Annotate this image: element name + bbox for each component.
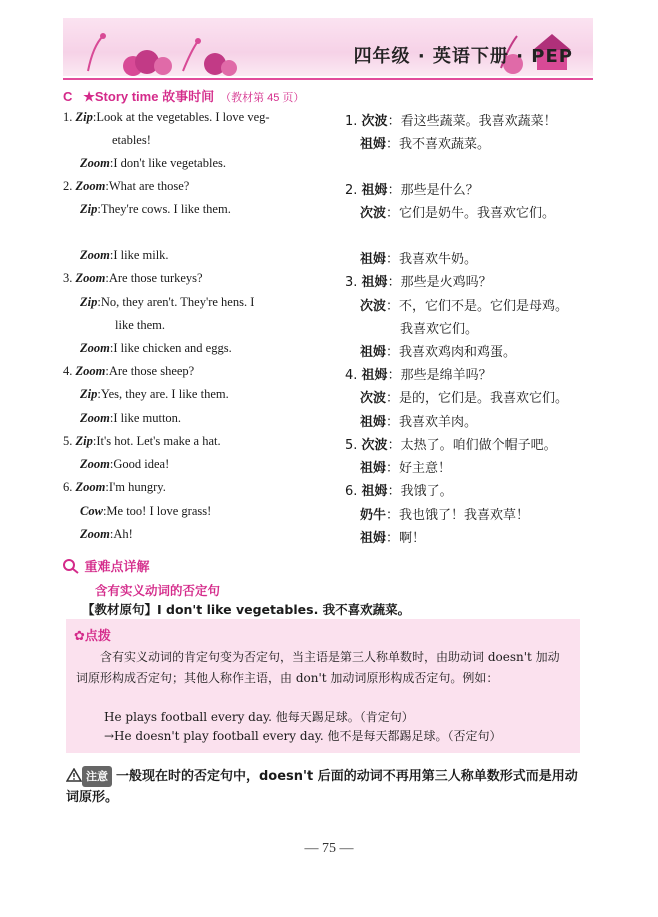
dialog-en-line [80,411,181,426]
line-number: 2. [63,179,76,193]
line-number: 5. [345,438,362,453]
magnifier-icon [62,558,80,574]
dialog-cn-line [360,341,516,360]
speaker: Zip [75,110,93,124]
line-text: 我喜欢它们。 [400,322,479,337]
line-number: 5. [63,434,76,448]
line-number: 3. [63,271,76,285]
line-text: ：啊！ [386,531,426,546]
speaker: 奶牛 [360,508,387,523]
line-number: 1. [63,110,76,124]
line-text: Me too! I love grass! [106,504,212,518]
dialog-cn-line [360,248,477,267]
dialog-en-line [80,387,229,402]
dialog-cn-line [345,110,557,129]
line-text: Ah! [113,527,133,541]
dialog-en-line [63,480,166,495]
line-text: They're cows. I like them. [100,202,231,216]
tip-example-1: He plays football every day. 他每天踢足球。（肯定句） [104,710,414,724]
line-text: I don't like vegetables. [113,156,226,170]
line-text: ：那些是火鸡吗？ [387,275,492,290]
speaker: Zoom [80,248,110,262]
dialog-en-line [80,527,133,542]
section-letter: C [63,89,73,104]
line-text: I'm hungry. [108,480,166,494]
dialog-cn-line [400,318,478,337]
line-text: ：我喜欢鸡肉和鸡蛋。 [386,345,517,360]
dialog-en-line [63,271,203,286]
speaker: 次波 [360,299,387,314]
line-text: ：那些是什么？ [387,183,479,198]
dialog-en-line [80,156,226,171]
warning-icon [66,768,82,782]
line-text: I like mutton. [113,411,182,425]
note-badge: 注意 [82,766,112,787]
line-text: Are those turkeys? [108,271,203,285]
speaker: Zoom [75,480,106,494]
speaker: Zip [75,434,93,448]
colon: : [92,110,97,124]
colon: : [109,248,114,262]
line-text: ：我饿了。 [387,484,453,499]
section-ref: （教材第 45 页） [220,92,305,104]
line-text: ：看这些蔬菜。我喜欢蔬菜！ [387,114,557,129]
header-title: 四年级 · 英语下册 · PEP [353,46,573,67]
note-text: 一般现在时的否定句中，doesn't 后面的动词不再用第三人称单数形式而是用动词原形。 [66,769,578,805]
dialog-cn-line [360,527,425,546]
line-text: Good idea! [113,457,170,471]
tip-example-2: →He doesn't play football every day. 他不是每天都踢足球。（否定句） [104,729,502,743]
speaker: 次波 [360,391,387,406]
dialog-en-line [63,434,221,449]
speaker: Cow [80,504,103,518]
dialog-cn-line [360,411,477,430]
speaker: 祖姆 [360,345,387,360]
dialog-en-line [80,504,211,519]
line-text: like them. [115,318,165,332]
speaker: 次波 [361,438,388,453]
speaker: 次波 [361,114,388,129]
line-text: ：太热了。咱们做个帽子吧。 [387,438,557,453]
line-text: ：是的，它们是。我喜欢它们。 [386,391,569,406]
dialog-en-line [112,133,151,148]
dialog-cn-line [345,271,492,290]
dialog-en-line [63,179,189,194]
focus-original-sentence: 【教材原句】I don't like vegetables. 我不喜欢蔬菜。 [82,602,411,617]
line-text: What are those? [108,179,190,193]
speaker: 祖姆 [360,137,387,152]
colon: : [109,156,114,170]
tip-heading [74,625,111,644]
dialog-cn-line [345,364,492,383]
speaker: Zip [80,295,98,309]
colon: : [105,179,109,193]
line-number: 3. [345,275,362,290]
line-text: ：那些是绵羊吗？ [387,368,492,383]
line-text: ：我不喜欢蔬菜。 [386,137,491,152]
dialog-en-line [80,202,231,217]
focus-heading-text: 重难点详解 [84,560,150,575]
speaker: Zoom [80,411,110,425]
dialog-cn-line [360,133,490,152]
line-text: Yes, they are. I like them. [100,387,229,401]
tip-paragraph: 含有实义动词的肯定句变为否定句，当主语是第三人称单数时，由助动词 doesn't 加动词原形构成否定句；其他人称作主语，由 don't 加动词原形构成否定句。例如： [76,650,560,685]
speaker: Zoom [80,341,110,355]
speaker: Zip [80,202,98,216]
line-text: I like milk. [113,248,169,262]
section-title: ★Story time 故事时间 [83,89,215,104]
line-text: No, they aren't. They're hens. I [100,295,255,309]
speaker: 祖姆 [361,275,388,290]
dialog-en-line [115,318,165,333]
speaker: 祖姆 [361,484,388,499]
line-text: I like chicken and eggs. [113,341,232,355]
dialog-cn-line [345,179,479,198]
speaker: 祖姆 [360,415,387,430]
line-number: 4. [345,368,362,383]
colon: : [102,504,107,518]
page-header [63,18,593,76]
speaker: 祖姆 [360,461,387,476]
line-number: 1. [345,114,362,129]
speaker: 祖姆 [360,252,387,267]
line-text: ：好主意！ [386,461,452,476]
colon: : [105,364,109,378]
section-heading [63,86,304,105]
speaker: Zoom [75,271,106,285]
speaker: Zoom [80,527,110,541]
line-number: 6. [63,480,76,494]
speaker: Zoom [80,457,110,471]
dialog-cn-line [360,387,568,406]
note [66,766,586,808]
line-text: ：不，它们不是。它们是母鸡。 [386,299,569,314]
line-text: etables! [112,133,151,147]
line-number: 6. [345,484,362,499]
dialog-cn-line [345,434,557,453]
line-text: ：我也饿了！我喜欢草！ [386,508,530,523]
speaker: Zoom [75,179,106,193]
line-number: 2. [345,183,362,198]
speaker: 次波 [360,206,387,221]
dialog-en-line [80,341,232,356]
line-text: Look at the vegetables. I love veg- [96,110,270,124]
colon: : [109,411,114,425]
dialog-en-line [80,457,169,472]
colon: : [97,295,101,309]
focus-subheading: 含有实义动词的否定句 [95,583,221,598]
colon: : [105,480,109,494]
tip-bullet-icon: ✿ [74,629,85,644]
header-divider [63,78,593,80]
colon: : [109,527,114,541]
speaker: 祖姆 [361,368,388,383]
dialog-en-line [80,295,254,310]
speaker: 祖姆 [361,183,388,198]
decorative-flowers-icon [73,26,253,76]
focus-heading [62,556,150,575]
line-text: Are those sheep? [108,364,195,378]
colon: : [109,341,114,355]
page-number: — 75 — [304,841,354,856]
line-text: ：我喜欢牛奶。 [386,252,478,267]
colon: : [97,202,101,216]
dialog-cn-line [360,295,568,314]
colon: : [92,434,97,448]
dialog-en-line [80,248,169,263]
speaker: 祖姆 [360,531,387,546]
speaker: Zoom [75,364,106,378]
colon: : [97,387,101,401]
line-text: ：我喜欢羊肉。 [386,415,478,430]
dialog-cn-line [360,457,451,476]
colon: : [105,271,109,285]
dialog-en-line [63,364,194,379]
line-text: It's hot. Let's make a hat. [96,434,221,448]
dialog-cn-line [345,480,453,499]
dialog-cn-line [360,504,529,523]
dialog-en-line [63,110,270,125]
line-number: 4. [63,364,76,378]
speaker: Zoom [80,156,110,170]
line-text: ：它们是奶牛。我喜欢它们。 [386,206,556,221]
dialog-cn-line [360,202,555,221]
tip-box [66,619,580,753]
tip-heading-text: 点拨 [84,629,111,644]
colon: : [109,457,114,471]
speaker: Zip [80,387,98,401]
